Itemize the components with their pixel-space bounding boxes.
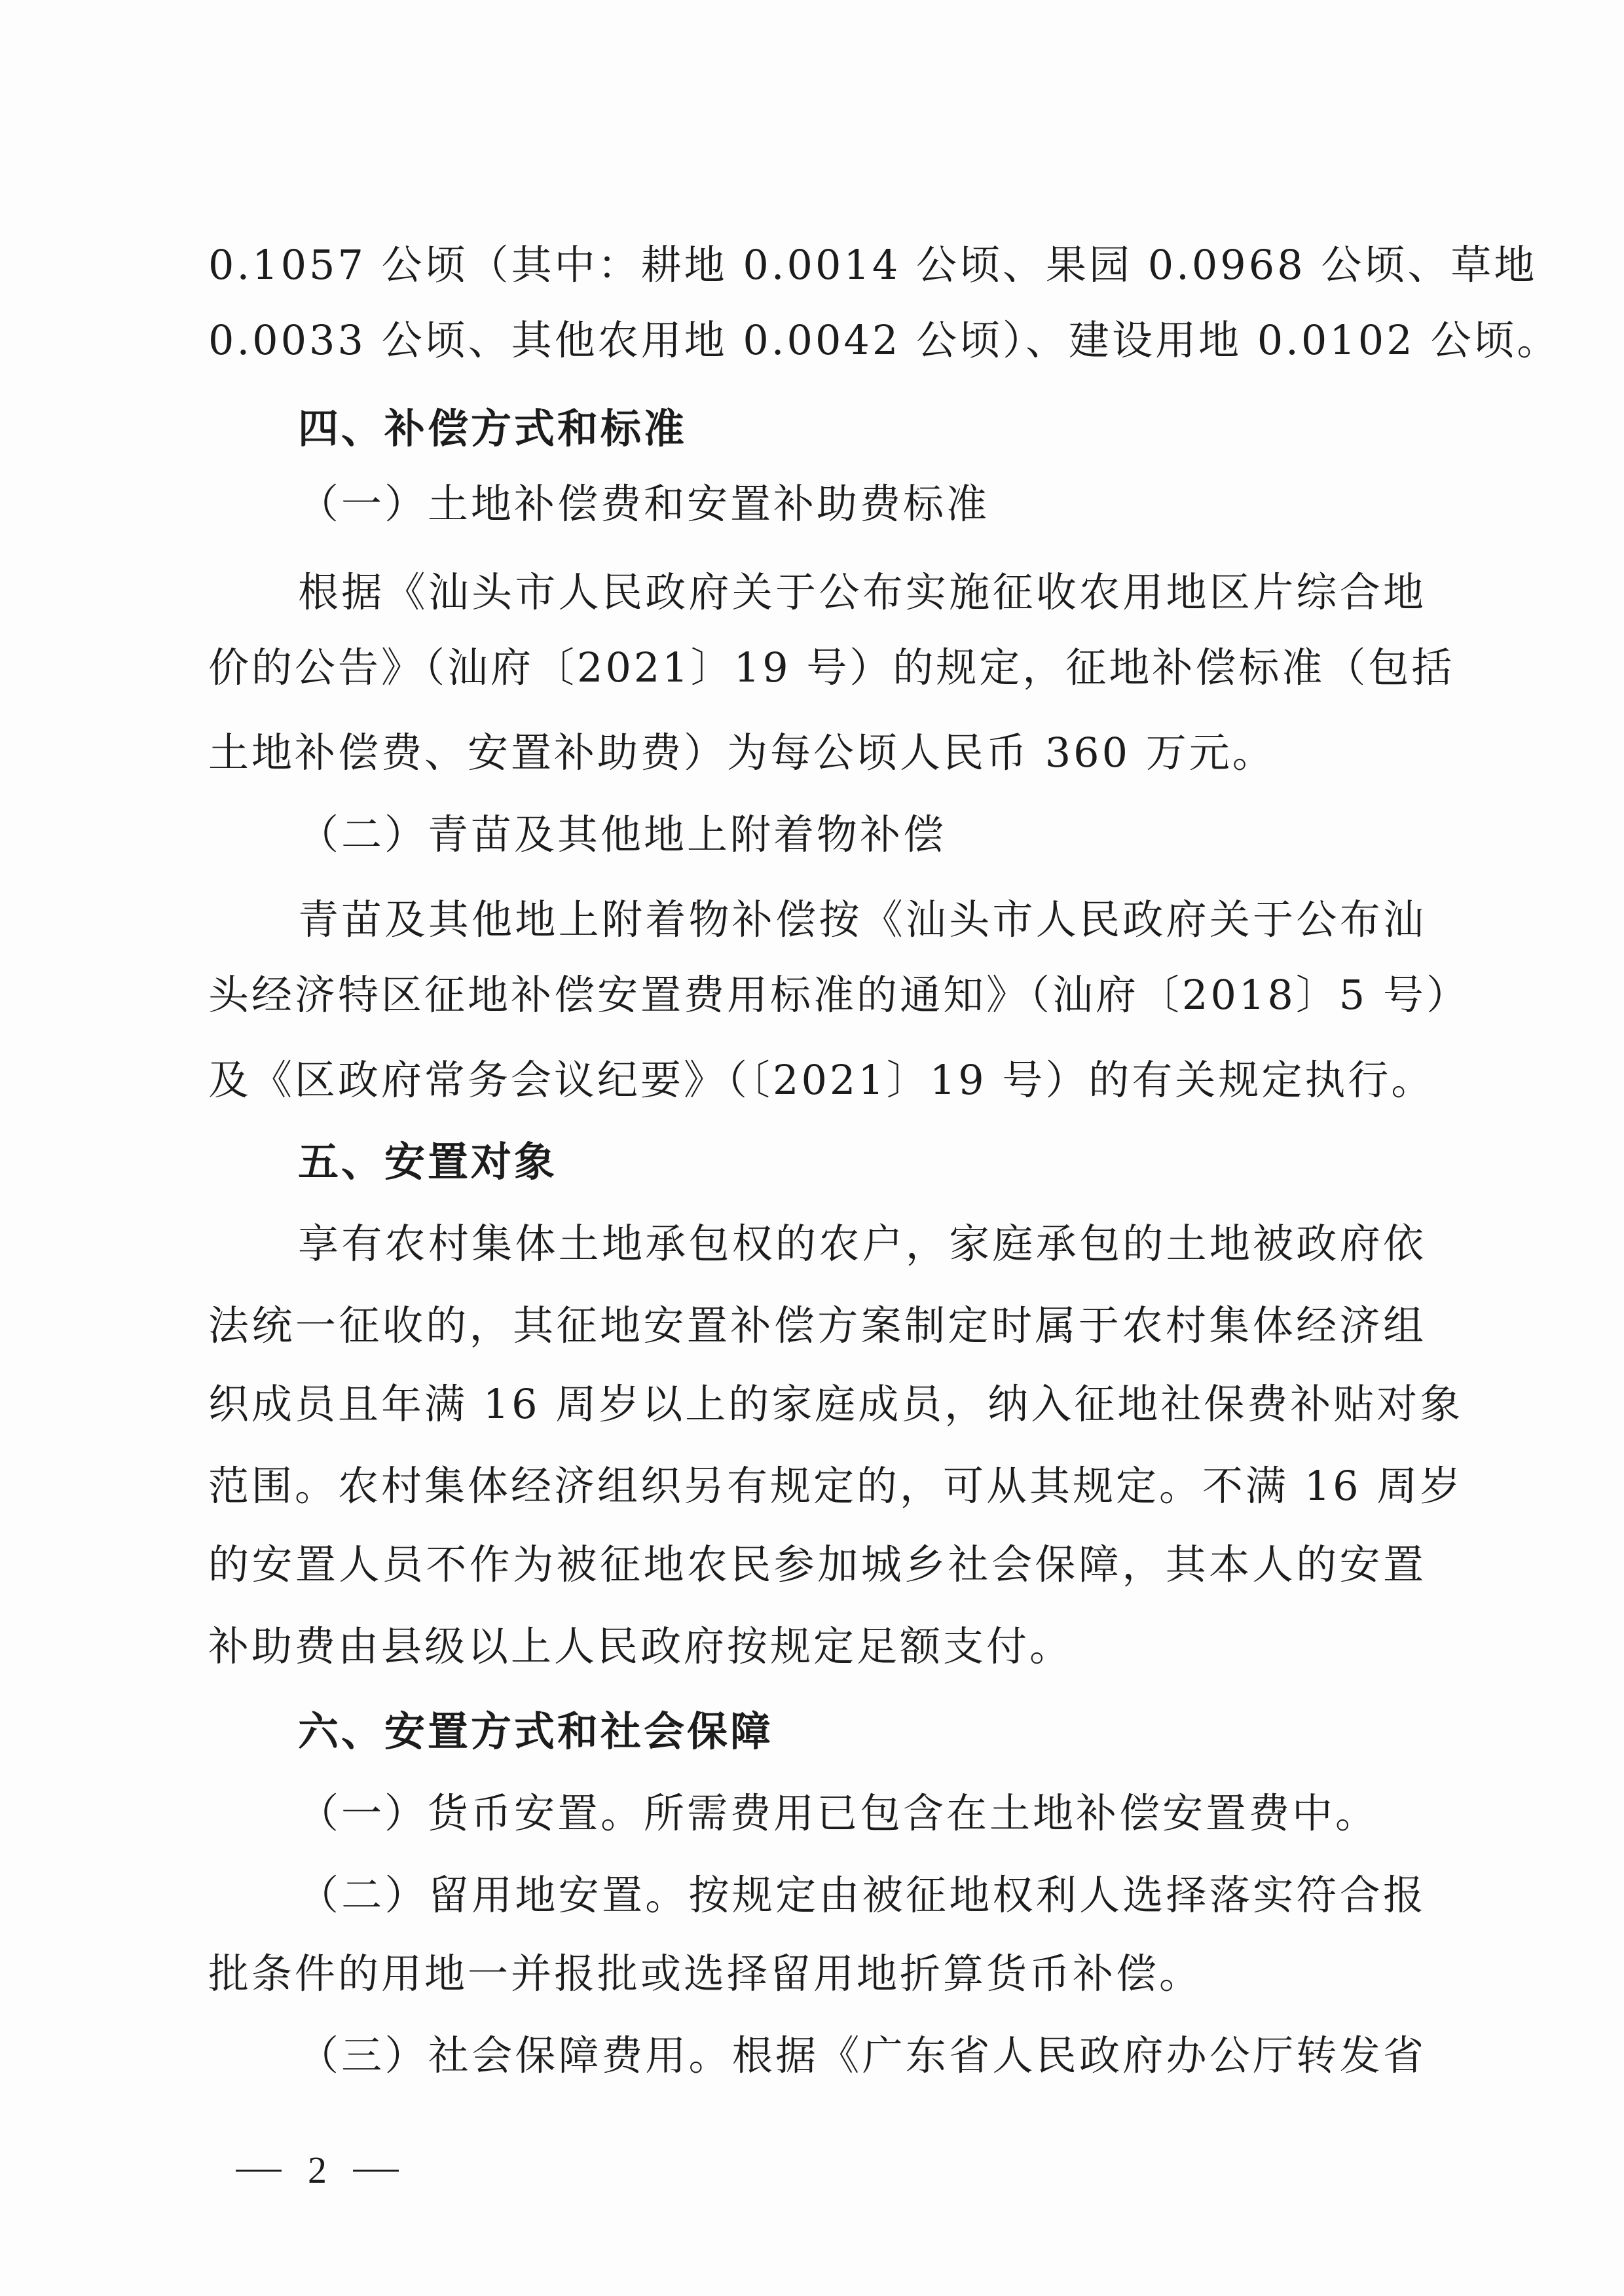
body-line-5: 根据《汕头市人民政府关于公布实施征收农用地区片综合地 (298, 568, 1426, 616)
subsection-heading-4-2: （二）青苗及其他地上附着物补偿 (298, 811, 947, 858)
body-line-13: 享有农村集体土地承包权的农户，家庭承包的土地被政府依 (298, 1220, 1426, 1267)
body-line-23: （三）社会保障费用。根据《广东省人民政府办公厅转发省 (298, 2032, 1426, 2079)
body-line-6: 价的公告》（汕府〔2021〕19 号）的规定，征地补偿标准（包括 (208, 644, 1455, 691)
body-line-22: 批条件的用地一并报批或选择留用地折算货币补偿。 (208, 1950, 1203, 1997)
subsection-heading-4-1: （一）土地补偿费和安置补助费标准 (298, 480, 990, 528)
body-line-7: 土地补偿费、安置补助费）为每公顷人民币 360 万元。 (208, 729, 1276, 776)
body-line-15: 织成员且年满 16 周岁以上的家庭成员，纳入征地社保费补贴对象 (208, 1380, 1464, 1428)
section-heading-6: 六、安置方式和社会保障 (298, 1707, 774, 1755)
page-footer (236, 2144, 399, 2196)
body-line-11: 及《区政府常务会议纪要》（〔2021〕19 号）的有关规定执行。 (208, 1056, 1435, 1104)
footer-dash-right (353, 2170, 399, 2172)
body-line-9: 青苗及其他地上附着物补偿按《汕头市人民政府关于公布汕 (298, 896, 1426, 943)
body-line-1: 0.1057 公顷（其中：耕地 0.0014 公顷、果园 0.0968 公顷、草地 (208, 241, 1538, 289)
section-heading-4: 四、补偿方式和标准 (298, 405, 688, 452)
body-line-10: 头经济特区征地补偿安置费用标准的通知》（汕府〔2018〕5 号） (208, 971, 1469, 1019)
body-line-14: 法统一征收的，其征地安置补偿方案制定时属于农村集体经济组 (208, 1302, 1426, 1349)
body-line-17: 的安置人员不作为被征地农民参加城乡社会保障，其本人的安置 (208, 1540, 1426, 1588)
body-line-21: （二）留用地安置。按规定由被征地权利人选择落实符合报 (298, 1871, 1426, 1919)
section-heading-5: 五、安置对象 (298, 1138, 558, 1186)
body-line-20: （一）货币安置。所需费用已包含在土地补偿安置费中。 (298, 1789, 1379, 1837)
page-number: 2 (308, 2149, 327, 2191)
body-line-18: 补助费由县级以上人民政府按规定足额支付。 (208, 1622, 1073, 1670)
footer-dash-left (236, 2170, 282, 2172)
body-line-2: 0.0033 公顷、其他农用地 0.0042 公顷）、建设用地 0.0102 公顷。 (208, 316, 1560, 364)
body-line-16: 范围。农村集体经济组织另有规定的，可从其规定。不满 16 周岁 (208, 1462, 1464, 1510)
